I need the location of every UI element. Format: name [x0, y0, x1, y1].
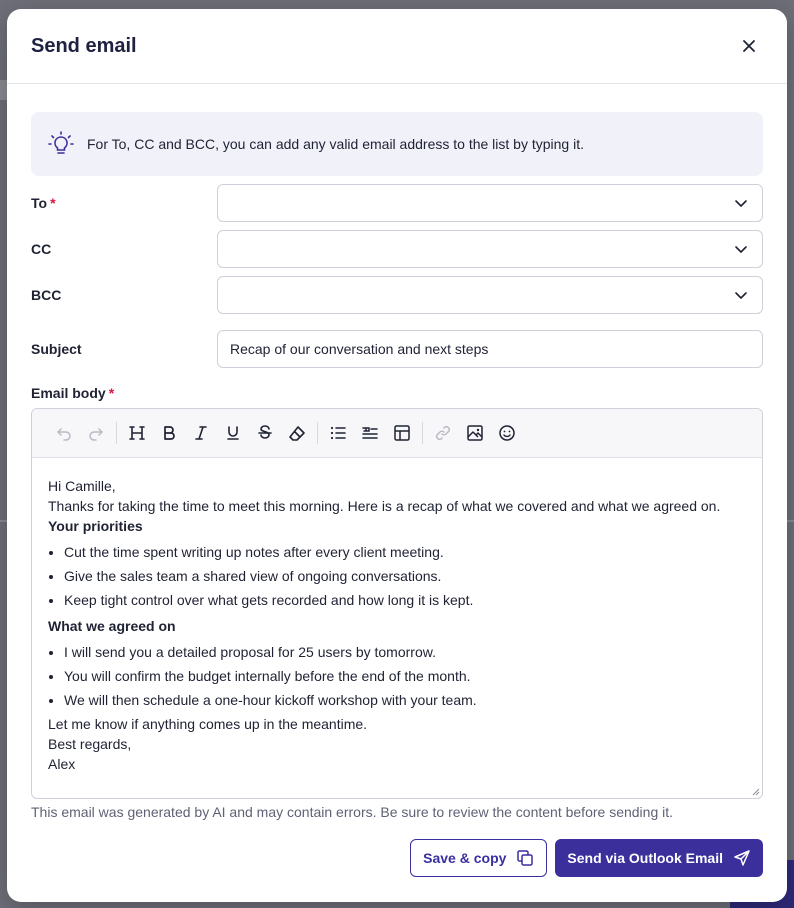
save-copy-button[interactable]	[410, 839, 547, 877]
bcc-select[interactable]	[217, 276, 763, 314]
list-item: • You will confirm the budget internally before the end of the month.	[64, 666, 746, 686]
bcc-label: BCC	[31, 287, 62, 303]
send-icon	[733, 849, 751, 867]
editor-toolbar	[32, 409, 762, 458]
send-outlook-label: Send via Outlook Email	[567, 850, 723, 866]
emoji-icon	[498, 424, 516, 442]
bold-button[interactable]	[153, 417, 185, 449]
undo-button[interactable]	[48, 417, 80, 449]
bullet-list-icon	[329, 424, 347, 442]
to-select[interactable]	[217, 184, 763, 222]
quote-icon	[361, 424, 379, 442]
link-button[interactable]	[427, 417, 459, 449]
priorities-heading: Your priorities	[48, 518, 143, 534]
greeting: Hi Camille,	[48, 478, 116, 494]
email-body-label: Email body *	[31, 385, 115, 401]
bullet-list-button[interactable]	[322, 417, 354, 449]
subject-input[interactable]	[217, 330, 763, 368]
strikethrough-button[interactable]	[249, 417, 281, 449]
list-item: • Keep tight control over what gets recorded and how long it is kept.	[64, 590, 746, 610]
clear-formatting-button[interactable]	[281, 417, 313, 449]
agreed-heading: What we agreed on	[48, 618, 176, 634]
chevron-down-icon	[734, 242, 748, 256]
toolbar-divider	[422, 422, 423, 444]
to-label: To *	[31, 195, 56, 211]
list-item: • I will send you a detailed proposal for 25 users by tomorrow.	[64, 642, 746, 662]
redo-icon	[87, 424, 105, 442]
chevron-down-icon	[734, 196, 748, 210]
toolbar-divider	[116, 422, 117, 444]
bold-icon	[160, 424, 178, 442]
eraser-icon	[288, 424, 306, 442]
signoff: Best regards,	[48, 736, 132, 752]
emoji-button[interactable]	[491, 417, 523, 449]
italic-icon	[192, 424, 210, 442]
link-icon	[434, 424, 452, 442]
blockquote-button[interactable]	[354, 417, 386, 449]
send-outlook-button[interactable]	[555, 839, 763, 877]
close-icon	[741, 38, 757, 54]
bcc-row	[31, 276, 763, 314]
toolbar-divider	[317, 422, 318, 444]
dialog-title: Send email	[31, 34, 137, 57]
list-item: • Cut the time spent writing up notes after every client meeting.	[64, 542, 746, 562]
send-email-dialog	[7, 9, 787, 902]
copy-icon	[516, 849, 534, 867]
required-mark: *	[108, 385, 115, 401]
subject-label: Subject	[31, 341, 82, 357]
lightbulb-icon	[47, 130, 75, 158]
email-body-content[interactable]	[32, 458, 762, 774]
underline-button[interactable]	[217, 417, 249, 449]
intro-paragraph: Thanks for taking the time to meet this morning. Here is a recap of what we covered and what we agreed on.	[48, 498, 721, 514]
save-copy-label: Save & copy	[423, 850, 507, 866]
close-button[interactable]	[735, 32, 763, 60]
email-body-editor[interactable]	[31, 408, 763, 799]
required-mark: *	[50, 195, 56, 211]
table-icon	[393, 424, 411, 442]
list-item: • We will then schedule a one-hour kickoff workshop with your team.	[64, 690, 746, 710]
to-row	[31, 184, 763, 222]
subject-row	[31, 330, 763, 368]
agreed-list	[48, 642, 746, 710]
italic-button[interactable]	[185, 417, 217, 449]
list-item: • Give the sales team a shared view of ongoing conversations.	[64, 566, 746, 586]
image-button[interactable]	[459, 417, 491, 449]
ai-disclaimer: This email was generated by AI and may contain errors. Be sure to review the content before sending it.	[31, 804, 674, 820]
info-text: For To, CC and BCC, you can add any valid email address to the list by typing it.	[87, 136, 584, 152]
priorities-list	[48, 542, 746, 610]
image-icon	[466, 424, 484, 442]
redo-button[interactable]	[80, 417, 112, 449]
heading-icon	[128, 424, 146, 442]
heading-button[interactable]	[121, 417, 153, 449]
cc-label: CC	[31, 241, 52, 257]
dialog-header	[7, 9, 787, 84]
signature: Alex	[48, 756, 76, 772]
undo-icon	[55, 424, 73, 442]
cc-row	[31, 230, 763, 268]
cc-select[interactable]	[217, 230, 763, 268]
info-banner	[31, 112, 763, 176]
strikethrough-icon	[256, 424, 274, 442]
underline-icon	[224, 424, 242, 442]
table-button[interactable]	[386, 417, 418, 449]
chevron-down-icon	[734, 288, 748, 302]
resize-handle-icon[interactable]	[750, 786, 760, 796]
dialog-footer	[410, 839, 763, 877]
closing-line: Let me know if anything comes up in the meantime.	[48, 716, 368, 732]
